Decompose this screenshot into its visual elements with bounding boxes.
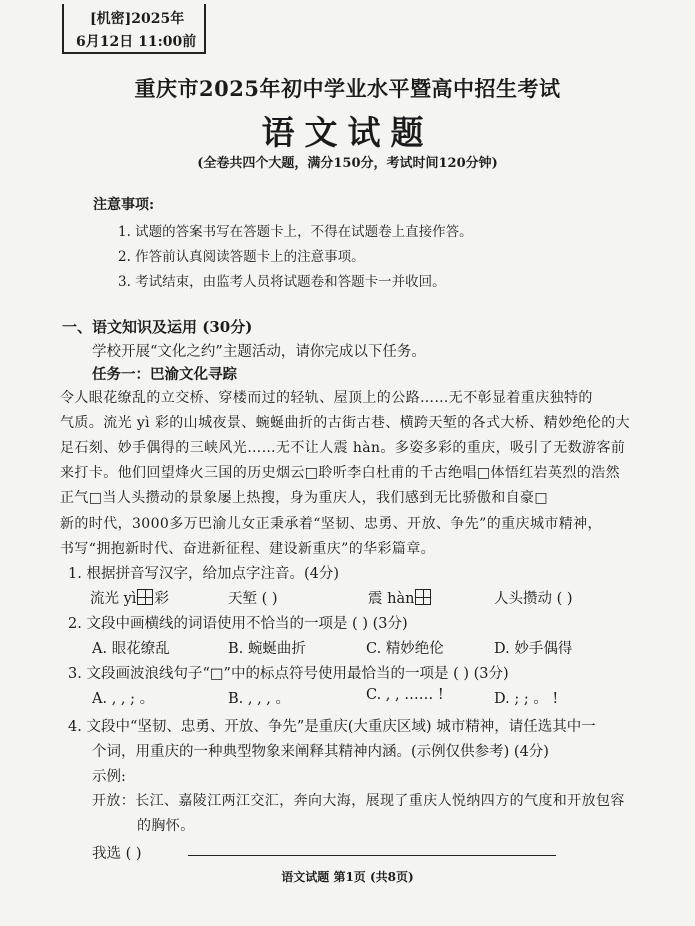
q1-pinyin-han: 震 hàn [368,591,415,607]
section-title: 一、语文知识及运用 (30分) [62,318,253,336]
question-2-stem: 2. 文段中画横线的词语使用不恰当的一项是 ( ) (3分) [68,616,408,632]
example-label: 示例: [92,769,126,785]
passage-line: 书写“拥抱新时代、奋进新征程、建设新重庆”的华彩篇章。 [60,541,436,557]
q2-option-a: A. 眼花缭乱 [92,641,170,657]
question-4-stem: 4. 文段中“坚韧、忠勇、开放、争先”是重庆(大重庆区域) 城市精神，请任选其中一 [68,719,596,735]
passage-line: 足石刻、妙手偶得的三峡风光……无不让人震 hàn。多姿多彩的重庆，吸引了无数游客前 [60,440,626,456]
passage-line: 正气□当人头攒动的景象屡上热搜，身为重庆人，我们感到无比骄傲和自豪□ [60,490,549,506]
passage-line: 令人眼花缭乱的立交桥、穿楼而过的轻轨、屋顶上的公路……无不彰显着重庆独特的 [60,390,593,406]
question-3-stem: 3. 文段画波浪线句子“□”中的标点符号使用最恰当的一项是 ( ) (3分) [68,666,509,682]
confidential-label: [机密]2025年 [90,11,185,27]
tianzi-grid-icon [137,589,153,605]
example-text-cont: 的胸怀。 [137,818,195,834]
section-intro: 学校开展“文化之约”主题活动，请你完成以下任务。 [92,344,426,360]
q2-option-c: C. 精妙绝伦 [366,641,444,657]
example-text: 开放：长江、嘉陵江两江交汇，奔向大海，展现了重庆人悦纳四方的气度和开放包容 [92,793,625,809]
exam-title: 重庆市2025年初中学业水平暨高中招生考试 [134,76,561,101]
q1-pinyin-yi: 流光 yì [90,591,137,607]
passage-line: 来打卡。他们回望烽火三国的历史烟云□聆听李白杜甫的千古绝唱□体悟红岩英烈的浩然 [60,465,621,481]
my-choice-label: 我选 ( ) [92,846,142,862]
passage-line: 气质。流光 yì 彩的山城夜景、蜿蜒曲折的古街古巷、横跨天堑的各式大桥、精妙绝伦的大 [60,415,631,431]
q1-blank-3 [368,587,432,608]
q1-blank-1-suffix: 彩 [154,591,169,607]
q1-blank-2: 天堑 ( ) [228,591,278,607]
question-1-stem: 1. 根据拼音写汉字，给加点字注音。(4分) [68,566,339,582]
q1-blank-4: 人头攒动 ( ) [494,591,573,607]
confidential-deadline: 6月12日 11:00前 [76,34,197,50]
paper-info: (全卷共四个大题，满分150分，考试时间120分钟) [197,156,498,171]
task-title: 任务一：巴渝文化寻踪 [92,366,237,383]
notice-item: 1. 试题的答案书写在答题卡上，不得在试题卷上直接作答。 [118,224,473,240]
answer-line[interactable] [188,855,556,856]
tianzi-grid-icon [415,589,431,605]
passage-line: 新的时代，3000多万巴渝儿女正秉承着“坚韧、忠勇、开放、争先”的重庆城市精神， [60,516,602,532]
q2-option-b: B. 蜿蜒曲折 [228,641,306,657]
q3-option-a: A. , , ; 。 [92,691,155,707]
q3-option-d: D. ; ; 。 ! [494,691,559,707]
question-4-stem-cont: 个词，用重庆的一种典型物象来阐释其精神内涵。(示例仅供参考) (4分) [92,744,549,760]
notice-heading: 注意事项: [93,197,155,213]
paper-title: 语文试题 [261,113,434,152]
q2-option-d: D. 妙手偶得 [494,641,573,657]
q3-option-c: C. , , …… ! [366,687,444,703]
notice-item: 3. 考试结束，由监考人员将试题卷和答题卡一并收回。 [118,274,446,290]
q1-blank-1 [90,587,169,608]
notice-item: 2. 作答前认真阅读答题卡上的注意事项。 [118,249,365,265]
q3-option-b: B. , , , 。 [228,691,291,707]
page-footer: 语文试题 第1页 (共8页) [281,870,414,884]
